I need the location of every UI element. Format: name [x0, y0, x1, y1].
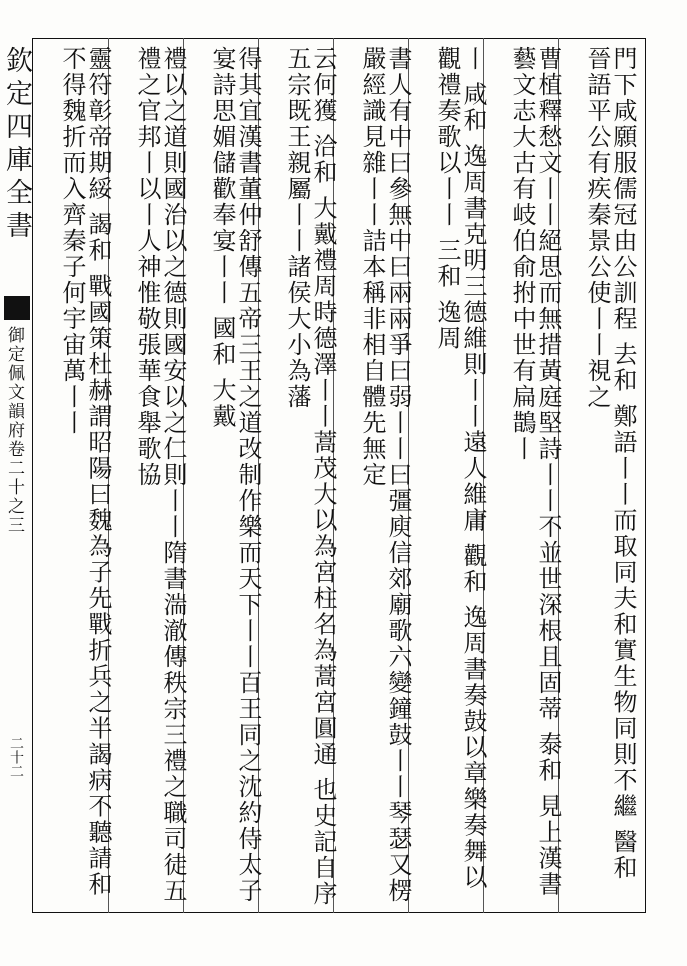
book-title: 欽定四庫全書	[1, 46, 32, 244]
text-column-7: 禮以之道則國治以之德則國安以之仁則丨丨隋書湍澈傳秩宗三禮之職司徒五禮之官邦丨以丨人神惟敬張華食舉歌協	[133, 46, 187, 904]
volume-label: 御定佩文韻府卷二十之三	[4, 326, 24, 535]
text-column-4: 書人有中曰參無中曰兩兩爭曰弱丨丨曰彊庾信郊廟歌六變鐘鼓丨丨琴瑟又楞嚴經識見雜丨丨詰本稱非相自體先無定	[358, 46, 412, 904]
text-column-1: 門下咸願服儒冠由公訓程 去和 鄭語丨丨而取同夫和實生物同則不繼 醫和 晉語平公有疾秦景公使丨丨視之	[583, 46, 637, 881]
black-fishtail-mark	[4, 296, 30, 320]
text-column-2: 曹植釋愁文丨丨絕思而無措黃庭堅詩丨丨不並世深根且固蒂 泰和 見上漢書藝文志大古有岐伯俞拊中世有扁鵲丨	[508, 46, 562, 898]
page-margin	[0, 38, 32, 913]
text-column-3: 丨 咸和 逸周書克明三德維則丨丨遠人維庸 觀和 逸周書奏鼓以章樂奏舞以觀禮奏歌以丨丨 三和 逸周	[433, 46, 487, 891]
page-number: 二十二	[8, 736, 24, 778]
text-column-5: 云何獲 洽和 大戴禮周時德澤丨丨蒿茂大以為宮柱名為蒿宮圓通 也史記自序五宗既王親屬丨丨諸侯大小為藩	[283, 46, 337, 907]
text-column-8: 靈符彰帝期綏 謁和 戰國策杜赫謂昭陽曰魏為子先戰折兵之半謁病不聽請和不得魏折而入齊秦子何宇宙萬丨丨	[58, 46, 112, 898]
text-column-6: 得其宜漢書董仲舒傳五帝三王之道改制作樂而天下丨丨百王同之沈約侍太子宴詩思媚儲歡奉宴丨丨 國和 大戴	[208, 46, 262, 904]
